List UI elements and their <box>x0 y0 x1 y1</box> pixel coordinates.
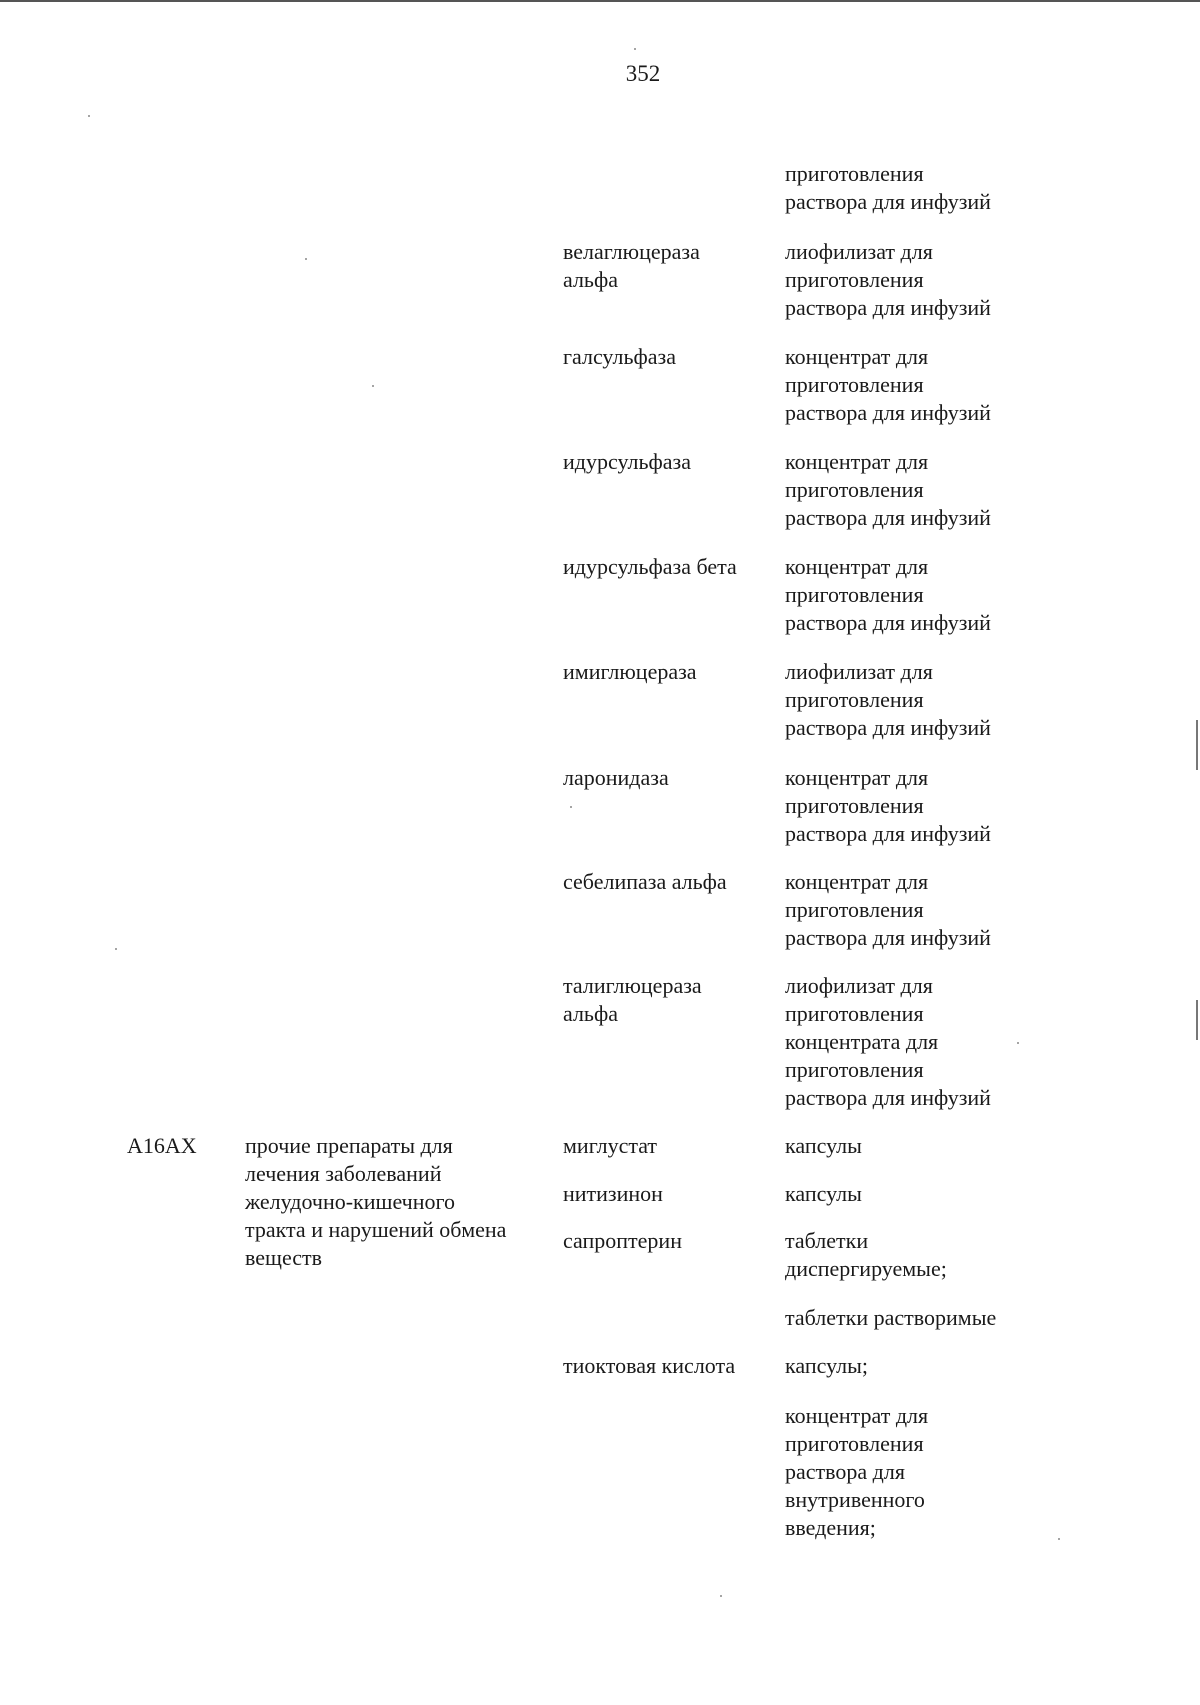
drug-name: тиоктовая кислота <box>563 1353 736 1378</box>
dosage-form: концентрат для приготовления раствора для инфузий <box>785 449 991 530</box>
scan-speck <box>720 1595 722 1597</box>
scan-speck <box>634 48 636 50</box>
drug-name: себелипаза альфа <box>563 869 727 894</box>
dosage-form: капсулы <box>785 1181 862 1206</box>
page-number: 352 <box>625 61 661 86</box>
drug-name: талиглюцераза альфа <box>563 973 702 1026</box>
dosage-form: лиофилизат для приготовления раствора для инфузий <box>785 659 991 740</box>
dosage-form: концентрат для приготовления раствора для инфузий <box>785 554 991 635</box>
dosage-form: приготовления раствора для инфузий <box>785 161 991 214</box>
atc-code: A16AX <box>127 1133 197 1158</box>
drug-name: галсульфаза <box>563 344 676 369</box>
dosage-form: концентрат для приготовления раствора для инфузий <box>785 765 991 846</box>
top-border-line <box>0 0 1200 2</box>
dosage-form: концентрат для приготовления раствора для инфузий <box>785 344 991 425</box>
dosage-form: таблетки диспергируемые; <box>785 1228 947 1281</box>
dosage-form: лиофилизат для приготовления концентрата для приготовления раствора для инфузий <box>785 973 991 1110</box>
drug-name: нитизинон <box>563 1181 663 1206</box>
atc-group-name: прочие препараты для лечения заболеваний желудочно-кишечного тракта и нарушений обмена веществ <box>245 1133 507 1270</box>
scan-speck <box>1058 1538 1060 1540</box>
drug-name: миглустат <box>563 1133 658 1158</box>
scan-speck <box>1017 1042 1019 1044</box>
drug-name: идурсульфаза <box>563 449 691 474</box>
scan-speck <box>570 806 572 808</box>
scan-speck <box>305 258 307 260</box>
dosage-form: концентрат для приготовления раствора для инфузий <box>785 869 991 950</box>
dosage-form: лиофилизат для приготовления раствора для инфузий <box>785 239 991 320</box>
scan-speck <box>372 385 374 387</box>
scan-speck <box>88 115 90 117</box>
drug-name: велаглюцераза альфа <box>563 239 700 292</box>
scan-edge-mark <box>1196 1000 1198 1040</box>
dosage-form: таблетки растворимые <box>785 1305 997 1330</box>
scan-edge-mark <box>1196 720 1198 770</box>
dosage-form: капсулы <box>785 1133 862 1158</box>
dosage-form: концентрат для приготовления раствора для внутривенного введения; <box>785 1403 929 1540</box>
drug-name: сапроптерин <box>563 1228 682 1253</box>
drug-name: ларонидаза <box>563 765 669 790</box>
dosage-form: капсулы; <box>785 1353 868 1378</box>
drug-name: идурсульфаза бета <box>563 554 737 579</box>
scan-speck <box>115 948 117 950</box>
drug-name: имиглюцераза <box>563 659 697 684</box>
